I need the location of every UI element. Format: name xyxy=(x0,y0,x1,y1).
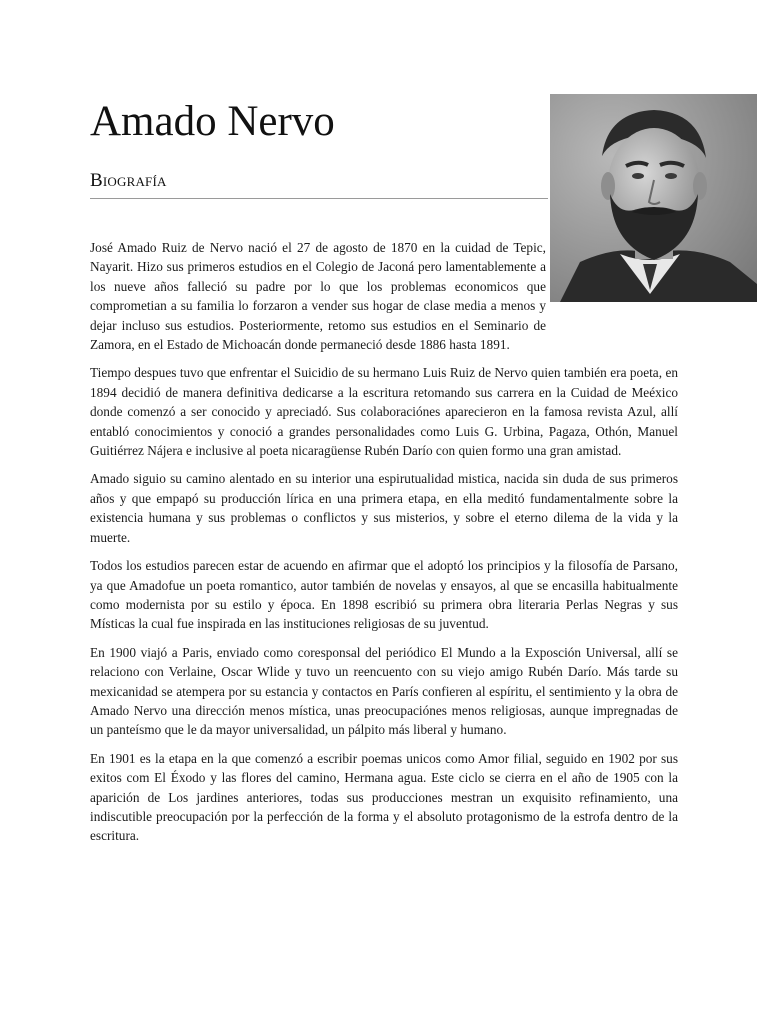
paragraph-3: Amado siguio su camino alentado en su interior una espirutualidad mistica, nacida sin duda de sus primeros años y que empapó su producción lírica en una primera etapa, en ella meditó fundamentalmente sobre la existencia humana y sus problemas o conflictos y sus misterios, y sobre el eterno dilema de la vida y la muerte. xyxy=(90,471,678,545)
paragraph-2: Tiempo despues tuvo que enfrentar el Suicidio de su hermano Luis Ruiz de Nervo quien también era poeta, en 1894 decidió de manera definitiva dedicarse a la escritura retomando sus carrera en la Cuidad de Meéxico donde comenzó a ser conocido y apreciadó. Sus colaboraciónes aparecieron en la famosa revista Azul, allí entabló conocimientos y conoció a grandes personalidades como Luis G. Urbina, Pagaza, Othón, Manuel Guitiérrez Nájera e inclusive al poeta nicaragüense Rubén Darío con quien formo una gran amistad. xyxy=(90,365,678,459)
paragraph-6: En 1901 es la etapa en la que comenzó a escribir poemas unicos como Amor filial, seguido en 1902 por sus exitos com El Éxodo y las flores del camino, Hermana agua. Este ciclo se cierra en el año de 1905 con la aparición de Los jardines anteriores, todas sus producciones mestran un exquisito refinamiento, una indiscutible preocupación por la perfección de la forma y el absoluto protagonismo de la estrofa dentro de la escritura. xyxy=(90,750,678,844)
page-title: Amado Nervo xyxy=(90,98,335,145)
biography-text xyxy=(90,238,678,855)
paragraph-4: Todos los estudios parecen estar de acuendo en afirmar que el adoptó los principios y la filosofía de Parsano, ya que Amadofue un poeta romantico, autor también de novelas y ensayos, al que se encasilla habitualmente como modernista por su estilo y época. En 1898 escribió su primera obra literaria Perlas Negras y sus Místicas la cual fue inspirada en las instituciones religiosas de su juventud. xyxy=(90,558,678,632)
section-heading: Biografía xyxy=(90,170,548,199)
portrait-illustration xyxy=(550,94,757,302)
portrait-photo xyxy=(550,94,757,302)
paragraph-5: En 1900 viajó a Paris, enviado como coresponsal del periódico El Mundo a la Exposción Universal, allí se relaciono con Verlaine, Oscar Wlide y tuvo un reencuento con su viejo amigo Rubén Darío. Más tarde su mexicanidad se atempera por su estancia y contactos en París confieren al espíritu, el sentimiento y la obra de Amado Nervo una dirección menos mística, unas preocupaciónes menos religiosas, aunque impregnadas de un panteísmo que le da mayor universalidad, un pálpito más liberal y humano. xyxy=(90,644,678,738)
paragraph-1: José Amado Ruiz de Nervo nació el 27 de agosto de 1870 en la cuidad de Tepic, Nayarit. Hizo sus primeros estudios en el Colegio de Jaconá pero lamentablemente a los nueve años falleció su padre por lo que los problemas economicos que comprometian a su familia lo forzaron a vender sus hogar de clase media a menos y dejar incluso sus estudios. Posteriormente, retomo sus estudios en el Seminario de Zamora, en el Estado de Michoacán donde permaneció desde 1886 hasta 1891. xyxy=(90,240,546,353)
